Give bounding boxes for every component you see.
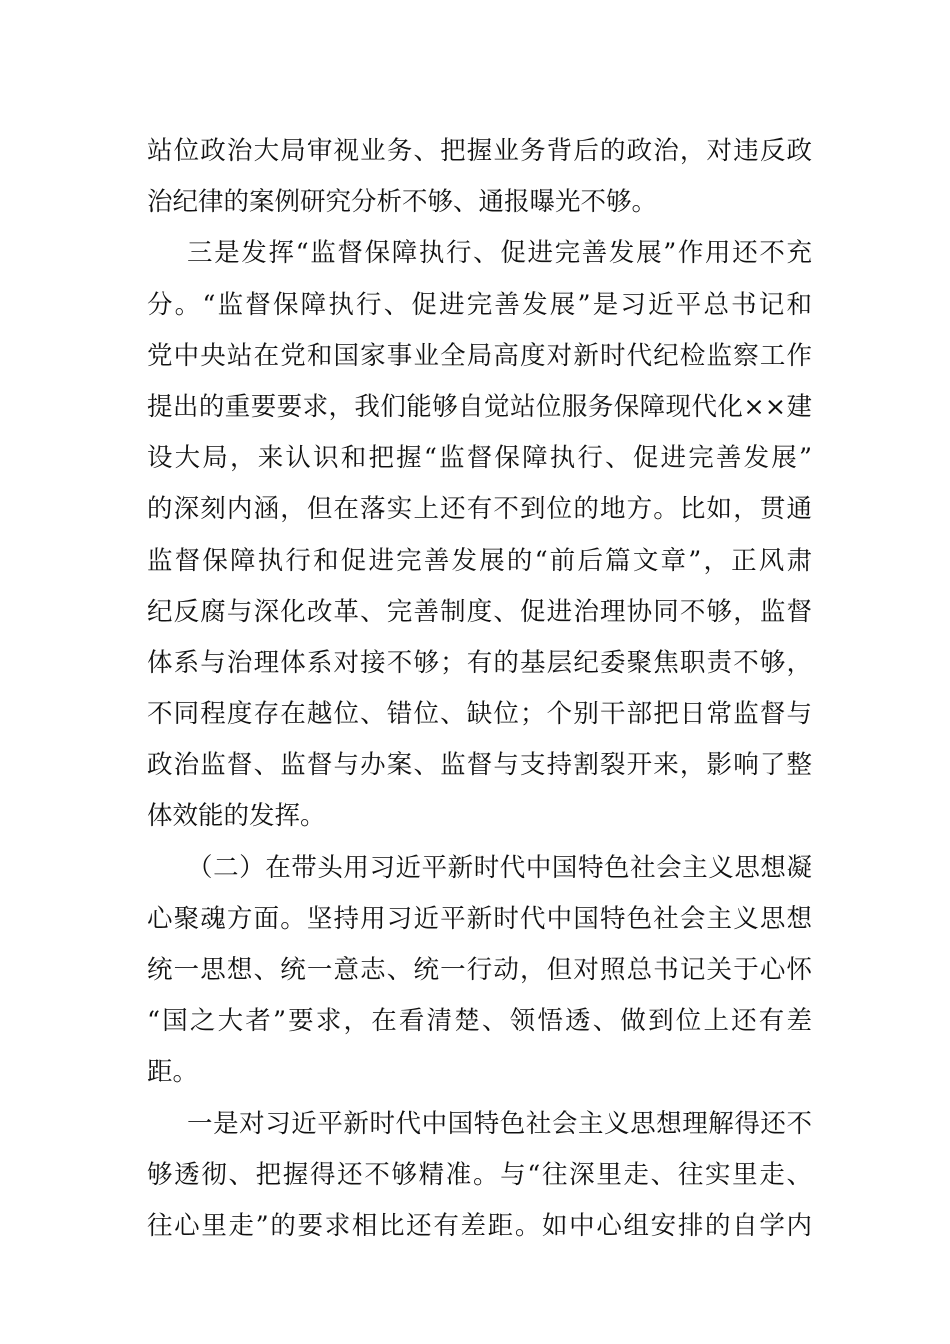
text-line: 体系与治理体系对接不够；有的基层纪委聚焦职责不够， <box>147 647 812 678</box>
text-line: 三是发挥“监督保障执行、促进完善发展”作用还不充 <box>187 238 812 269</box>
text-line: 党中央站在党和国家事业全局高度对新时代纪检监察工作 <box>147 340 812 371</box>
text-line: 政治监督、监督与办案、监督与支持割裂开来，影响了整 <box>147 750 812 781</box>
text-line: 体效能的发挥。 <box>147 801 326 832</box>
text-line: 一是对习近平新时代中国特色社会主义思想理解得还不 <box>187 1108 812 1139</box>
text-line: 分。“监督保障执行、促进完善发展”是习近平总书记和 <box>147 289 812 320</box>
text-line: 纪反腐与深化改革、完善制度、促进治理协同不够，监督 <box>147 596 812 627</box>
text-line: 的深刻内涵，但在落实上还有不到位的地方。比如，贯通 <box>147 494 812 525</box>
text-line: 往心里走”的要求相比还有差距。如中心组安排的自学内 <box>147 1210 812 1241</box>
text-line: 不同程度存在越位、错位、缺位；个别干部把日常监督与 <box>147 699 812 730</box>
text-line: 治纪律的案例研究分析不够、通报曝光不够。 <box>147 187 658 218</box>
document-body <box>147 126 812 1252</box>
text-line: 够透彻、把握得还不够精准。与“往深里走、往实里走、 <box>147 1159 812 1190</box>
text-line: （二）在带头用习近平新时代中国特色社会主义思想凝 <box>187 852 812 883</box>
text-line: 距。 <box>147 1057 199 1088</box>
text-line: 心聚魂方面。坚持用习近平新时代中国特色社会主义思想 <box>147 903 812 934</box>
text-line: 设大局，来认识和把握“监督保障执行、促进完善发展” <box>147 443 812 474</box>
text-line: 监督保障执行和促进完善发展的“前后篇文章”，正风肃 <box>147 545 812 576</box>
text-line: 提出的重要要求，我们能够自觉站位服务保障现代化××建 <box>147 391 812 422</box>
text-line: 统一思想、统一意志、统一行动，但对照总书记关于心怀 <box>147 955 812 985</box>
text-line: 站位政治大局审视业务、把握业务背后的政治，对违反政 <box>147 136 812 166</box>
text-line: “国之大者”要求，在看清楚、领悟透、做到位上还有差 <box>147 1006 812 1037</box>
